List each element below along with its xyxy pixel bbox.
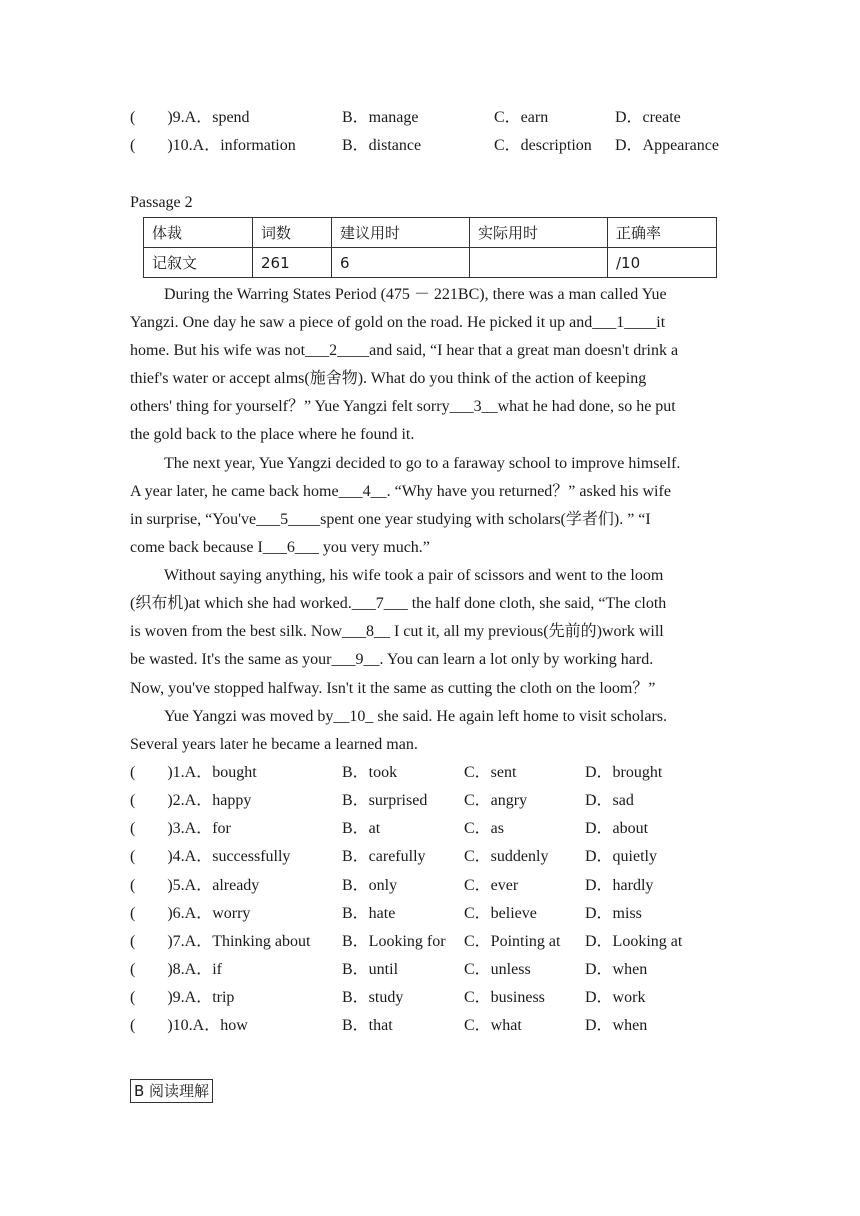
passage-line: Several years later he became a learned man. xyxy=(130,736,418,753)
table-value-row xyxy=(144,248,717,278)
question-stem: ( )5.A．already xyxy=(130,877,260,894)
passage-line: Yangzi. One day he saw a piece of gold on the road. He picked it up and___1____it xyxy=(130,314,666,331)
table-header-cell: 实际用时 xyxy=(470,218,608,248)
passage-line: the gold back to the place where he found it. xyxy=(130,426,415,443)
option-d: D．create xyxy=(615,109,681,126)
option-b: B．manage xyxy=(342,109,419,126)
passage-line: The next year, Yue Yangzi decided to go to a faraway school to improve himself. xyxy=(164,455,681,472)
option-d: D．work xyxy=(585,989,646,1006)
table-cell: 6 xyxy=(332,248,470,278)
question-stem: ( )10.A．how xyxy=(130,1017,248,1034)
option-c: C．unless xyxy=(464,961,531,978)
table-header-cell: 正确率 xyxy=(608,218,717,248)
passage-line: Without saying anything, his wife took a pair of scissors and went to the loom xyxy=(164,567,664,584)
option-c: C．what xyxy=(464,1017,522,1034)
option-d: D．quietly xyxy=(585,848,657,865)
option-b: B．until xyxy=(342,961,399,978)
table-header-cell: 建议用时 xyxy=(332,218,470,248)
question-stem: ( )7.A．Thinking about xyxy=(130,933,311,950)
option-d: D．hardly xyxy=(585,877,654,894)
option-c: C．suddenly xyxy=(464,848,549,865)
option-b: B．only xyxy=(342,877,398,894)
section-heading: B 阅读理解 xyxy=(130,1079,213,1103)
option-d: D．Looking at xyxy=(585,933,683,950)
passage-info-table xyxy=(143,217,717,278)
option-b: B．took xyxy=(342,764,398,781)
question-stem: ( )10.A．information xyxy=(130,137,296,154)
option-c: C．business xyxy=(464,989,545,1006)
option-b: B．study xyxy=(342,989,404,1006)
question-stem: ( )4.A．successfully xyxy=(130,848,291,865)
option-b: B．surprised xyxy=(342,792,428,809)
option-b: B．distance xyxy=(342,137,422,154)
question-stem: ( )9.A．spend xyxy=(130,109,250,126)
option-d: D．Appearance xyxy=(615,137,719,154)
passage-line: thief's water or accept alms(施舍物). What do you think of the action of keeping xyxy=(130,370,647,387)
passage-line: During the Warring States Period (475 － 221BC), there was a man called Yue xyxy=(164,286,667,303)
passage-line: is woven from the best silk. Now___8__ I cut it, all my previous(先前的)work will xyxy=(130,623,664,640)
option-d: D．sad xyxy=(585,792,634,809)
option-b: B．at xyxy=(342,820,381,837)
option-c: C．as xyxy=(464,820,505,837)
option-c: C．Pointing at xyxy=(464,933,561,950)
option-b: B．hate xyxy=(342,905,396,922)
option-c: C．ever xyxy=(464,877,519,894)
passage-line: in surprise, “You've___5____spent one year studying with scholars(学者们). ” “I xyxy=(130,511,651,528)
option-d: D．when xyxy=(585,1017,648,1034)
option-b: B．that xyxy=(342,1017,393,1034)
table-cell: 记叙文 xyxy=(144,248,253,278)
option-d: D．brought xyxy=(585,764,663,781)
option-c: C．believe xyxy=(464,905,537,922)
passage-line: A year later, he came back home___4__. “Why have you returned？” asked his wife xyxy=(130,483,671,500)
option-d: D．about xyxy=(585,820,649,837)
passage-line: come back because I___6___ you very much.” xyxy=(130,539,430,556)
option-d: D．when xyxy=(585,961,648,978)
table-cell xyxy=(470,248,608,278)
question-stem: ( )1.A．bought xyxy=(130,764,257,781)
question-stem: ( )8.A．if xyxy=(130,961,222,978)
question-stem: ( )2.A．happy xyxy=(130,792,252,809)
option-c: C．description xyxy=(494,137,592,154)
option-d: D．miss xyxy=(585,905,642,922)
passage-line: Yue Yangzi was moved by__10_ she said. He again left home to visit scholars. xyxy=(164,708,668,725)
table-header-row xyxy=(144,218,717,248)
table-cell: 261 xyxy=(253,248,332,278)
option-c: C．sent xyxy=(464,764,517,781)
passage-line: (织布机)at which she had worked.___7___ the half done cloth, she said, “The cloth xyxy=(130,595,667,612)
passage-line: home. But his wife was not___2____and said, “I hear that a great man doesn't drink a xyxy=(130,342,679,359)
table-cell: /10 xyxy=(608,248,717,278)
passage-line: be wasted. It's the same as your___9__. You can learn a lot only by working hard. xyxy=(130,651,654,668)
table-header-cell: 词数 xyxy=(253,218,332,248)
passage-line: Now, you've stopped halfway. Isn't it the same as cutting the cloth on the loom？” xyxy=(130,680,656,697)
option-c: C．angry xyxy=(464,792,528,809)
passage-line: others' thing for yourself？” Yue Yangzi felt sorry___3__what he had done, so he put xyxy=(130,398,676,415)
option-b: B．Looking for xyxy=(342,933,446,950)
option-c: C．earn xyxy=(494,109,549,126)
option-b: B．carefully xyxy=(342,848,426,865)
passage-title: Passage 2 xyxy=(130,194,193,211)
question-stem: ( )9.A．trip xyxy=(130,989,235,1006)
question-stem: ( )6.A．worry xyxy=(130,905,251,922)
table-header-cell: 体裁 xyxy=(144,218,253,248)
question-stem: ( )3.A．for xyxy=(130,820,231,837)
